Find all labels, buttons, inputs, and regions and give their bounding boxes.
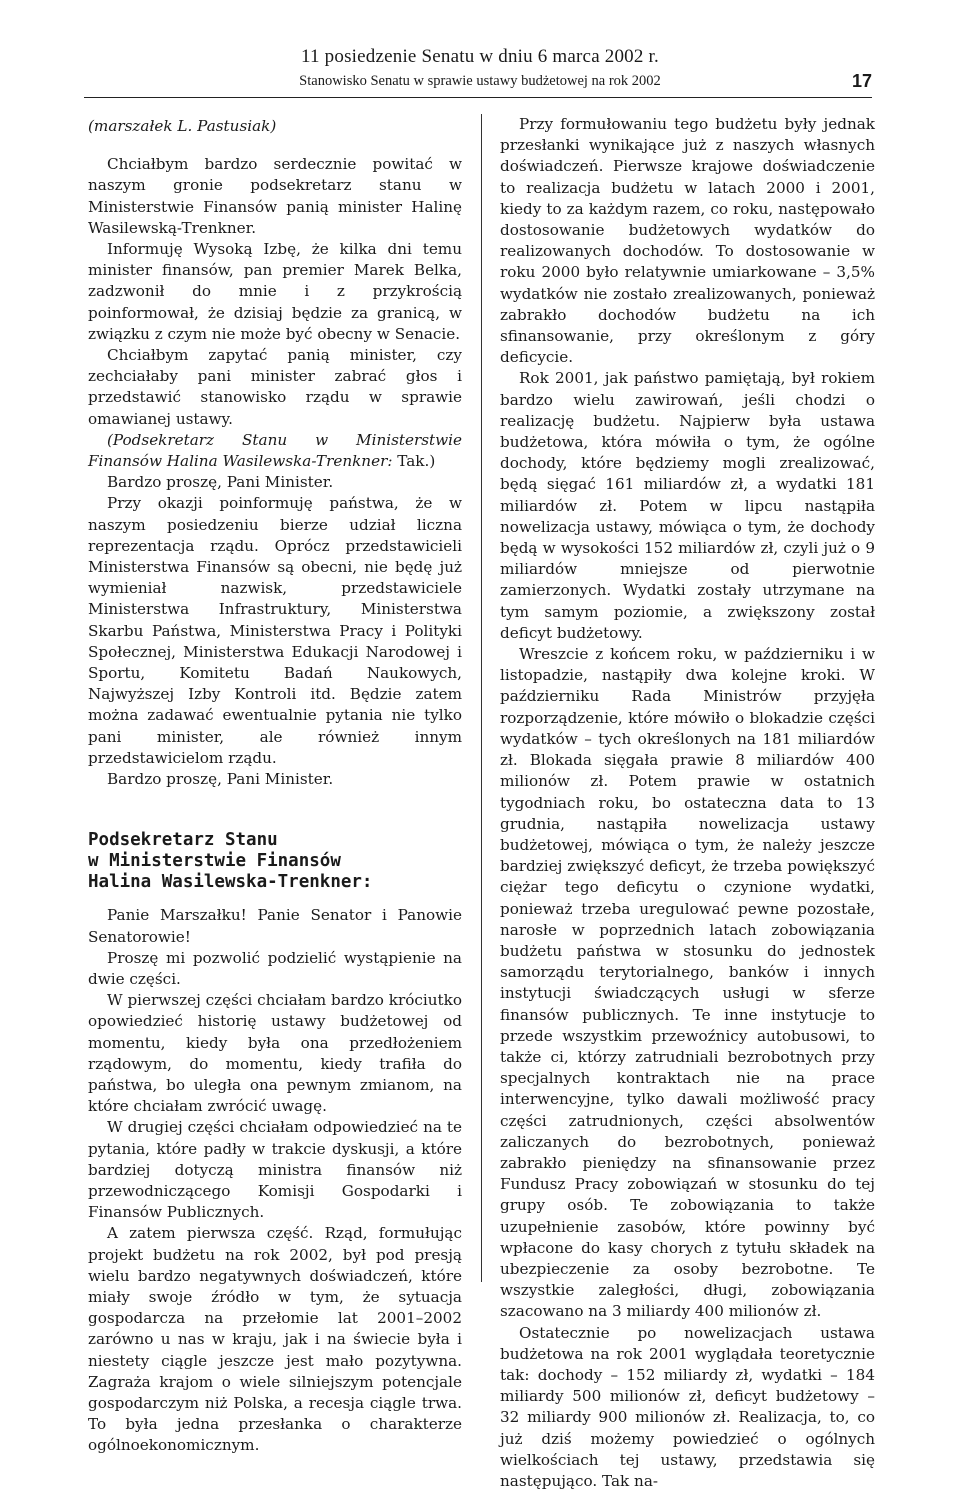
paragraph: Bardzo proszę, Pani Minister. bbox=[107, 770, 334, 789]
paragraph: Panie Marszałku! Panie Senator i Panowie Senatorowie! bbox=[88, 906, 462, 946]
speaker-heading-line: w Ministerstwie Finansów bbox=[88, 851, 341, 872]
column-divider bbox=[481, 114, 482, 1282]
paragraph: Chciałbym bardzo serdecznie powitać w naszym gronie podsekretarz stanu w Ministerstwie Finansów panią minister Halinę Wasilewską-Trenkner. bbox=[88, 155, 462, 237]
stage-direction bbox=[88, 430, 462, 472]
speaker-heading-line: Halina Wasilewska-Trenkner: bbox=[88, 872, 373, 893]
paragraph: Bardzo proszę, Pani Minister. bbox=[107, 473, 334, 492]
header-section-title: Stanowisko Senatu w sprawie ustawy budżetowej na rok 2002 bbox=[299, 73, 661, 89]
running-header bbox=[0, 0, 960, 110]
speaker-attribution: (marszałek L. Pastusiak) bbox=[88, 117, 277, 135]
header-rule bbox=[84, 97, 872, 98]
paragraph: Rok 2001, jak państwo pamiętają, był rokiem bardzo wielu zawirowań, jeśli chodzi o realizację budżetu. Najpierw była ustawa budżetowa, która mówiła o tym, że ogólne dochody, które będziemy mogli zrealizować, będą sięgać 161 miliardów zł, a wydatki 181 miliardów zł. Potem w lipcu nastąpiła nowelizacja ustawy, mówiąca o tym, że dochody będą w wysokości 152 miliardów zł, czyli już o 9 miliardów mniejsze od pierwotnie zamierzonych. Wydatki zostały utrzymane na tym samym poziomie, a zwiększony został deficyt budżetowy. bbox=[500, 369, 875, 642]
paragraph: W pierwszej części chciałam bardzo króciutko opowiedzieć historię ustawy budżetowej od momentu, kiedy była ona przedłożeniem rządowym, do momentu, kiedy trafiła do państwa, bo uległa ona pewnym zmianom, na które chciałam zwrócić uwagę. bbox=[88, 991, 462, 1116]
paragraph: Przy formułowaniu tego budżetu były jednak przesłanki wynikające już z naszych własnych doświadczeń. Pierwsze krajowe doświadczenie to realizacja budżetu w latach 2000 i 2001, kiedy to za każdym razem, co roku, następowało dostosowanie budżetowych wydatków do realizowanych dochodów. To dostosowanie w roku 2000 było relatywnie umiarkowane – 3,5% wydatków nie zostało zrealizowanych, ponieważ zabrakło dochodów budżetu na ich sfinansowanie, przy określonym z góry deficycie. bbox=[500, 115, 875, 367]
header-session-title: 11 posiedzenie Senatu w dniu 6 marca 2002 r. bbox=[301, 46, 659, 67]
speaker-heading-line: Podsekretarz Stanu bbox=[88, 830, 278, 851]
right-column bbox=[500, 114, 875, 1490]
speaker-heading bbox=[88, 830, 462, 893]
stage-direction-tail: Tak.) bbox=[392, 452, 436, 471]
paragraph: Przy okazji poinformuję państwa, że w naszym posiedzeniu bierze udział liczna reprezentacja rządu. Oprócz przedstawicieli Ministerstwa Finansów są obecni, nie będę już wymieniał nazwisk, przedstawiciele Ministerstwa Infrastruktury, Ministerstwa Skarbu Państwa, Ministerstwa Pracy i Polityki Społecznej, Ministerstwa Edukacji Narodowej i Sportu, Komitetu Badań Naukowych, Najwyższej Izby Kontroli itd. Będzie zatem można zadawać ewentualnie pytania nie tylko pani minister, ale również innym przedstawicielom rządu. bbox=[88, 494, 462, 767]
paragraph: Informuję Wysoką Izbę, że kilka dni temu minister finansów, pan premier Marek Belka, zadzwonił do mnie i z przykrością poinformował, że dzisiaj będzie za granicą, w związku z czym nie może być obecny w Senacie. bbox=[88, 240, 462, 343]
paragraph: A zatem pierwsza część. Rząd, formułując projekt budżetu na rok 2002, był pod presją wielu bardzo negatywnych doświadczeń, które miały swoje źródło w tym, że sytuacja gospodarcza na przełomie lat 2001–2002 zarówno u nas w kraju, jak i na świecie była i niestety ciągle jeszcze jest mało pozytywna. Zagraża krajom o wiele silniejszym potencjale gospodarczym niż Polska, a recesja ciągle trwa. To była jedna przesłanka o charakterze ogólnoekonomicznym. bbox=[88, 1224, 462, 1455]
paragraph: Chciałbym zapytać panią minister, czy zechciałaby pani minister zabrać głos i przedstawić stanowisko rządu w sprawie omawianej ustawy. bbox=[88, 346, 462, 428]
paragraph: W drugiej części chciałam odpowiedzieć na te pytania, które padły w trakcie dyskusji, a które bardziej dotyczą ministra finansów niż przewodniczącego Komisji Gospodarki i Finansów Publicznych. bbox=[88, 1118, 462, 1222]
stage-direction-italic: (Podsekretarz Stanu w Ministerstwie Finansów Halina Wasilewska-Trenkner: bbox=[88, 430, 462, 471]
page-number: 17 bbox=[851, 71, 872, 91]
paragraph: Ostatecznie po nowelizacjach ustawa budżetowa na rok 2001 wyglądała teoretycznie tak: dochody – 152 miliardy zł, wydatki – 184 miliardy 500 milionów zł, deficyt budżetowy – 32 miliardy 900 milionów zł. Realizacja, to, co już dziś możemy powiedzieć o ogólnych wielkościach tej ustawy, przedstawia się następująco. Tak na- bbox=[500, 1323, 875, 1490]
paragraph: Proszę mi pozwolić podzielić wystąpienie na dwie części. bbox=[88, 948, 462, 988]
paragraph: Wreszcie z końcem roku, w październiku i w listopadzie, nastąpiły dwa kolejne kroki. W październiku Rada Ministrów przyjęła rozporządzenie, które mówiło o blokadzie części wydatków – tych określonych na 181 miliardów zł. Blokada sięgała prawie 8 miliardów 400 milionów zł. Potem prawie w ostatnich tygodniach roku, bo ostateczna data to 13 grudnia, nastąpiła nowelizacja ustawy budżetowej, mówiąca o tym, że należy jeszcze bardziej zwiększyć deficyt, że trzeba powiększyć ciężar tego deficytu o czynione wydatki, ponieważ trzeba uregulować pewne pozostałe, narosłe w poprzednich latach zobowiązania budżetu państwa w stosunku do jednostek samorządu terytorialnego, banków i innych instytucji świadczących usługi w sferze finansów publicznych. Te inne instytucje to przede wszystkim przewoźnicy autobusowi, to także ci, którzy zatrudniali bezrobotnych przy specjalnych kontraktach nie na prace interwencyjne, tylko dawali możliwość pracy części zatrudnionych, części absolwentów zaliczanych do bezrobotnych, ponieważ zabrakło pieniędzy na sfinansowanie przez Fundusz Pracy zobowiązań w stosunku do tej grupy osób. Te zobowiązania to także uzupełnienie zasobów, które powinny być wpłacone do kasy chorych z tytułu składek na ubezpieczenie za osoby bezrobotne. Te wszystkie zaległości, długi, zobowiązania szacowano na 3 miliardy 400 milionów zł. bbox=[500, 645, 875, 1321]
left-column bbox=[88, 114, 462, 1455]
